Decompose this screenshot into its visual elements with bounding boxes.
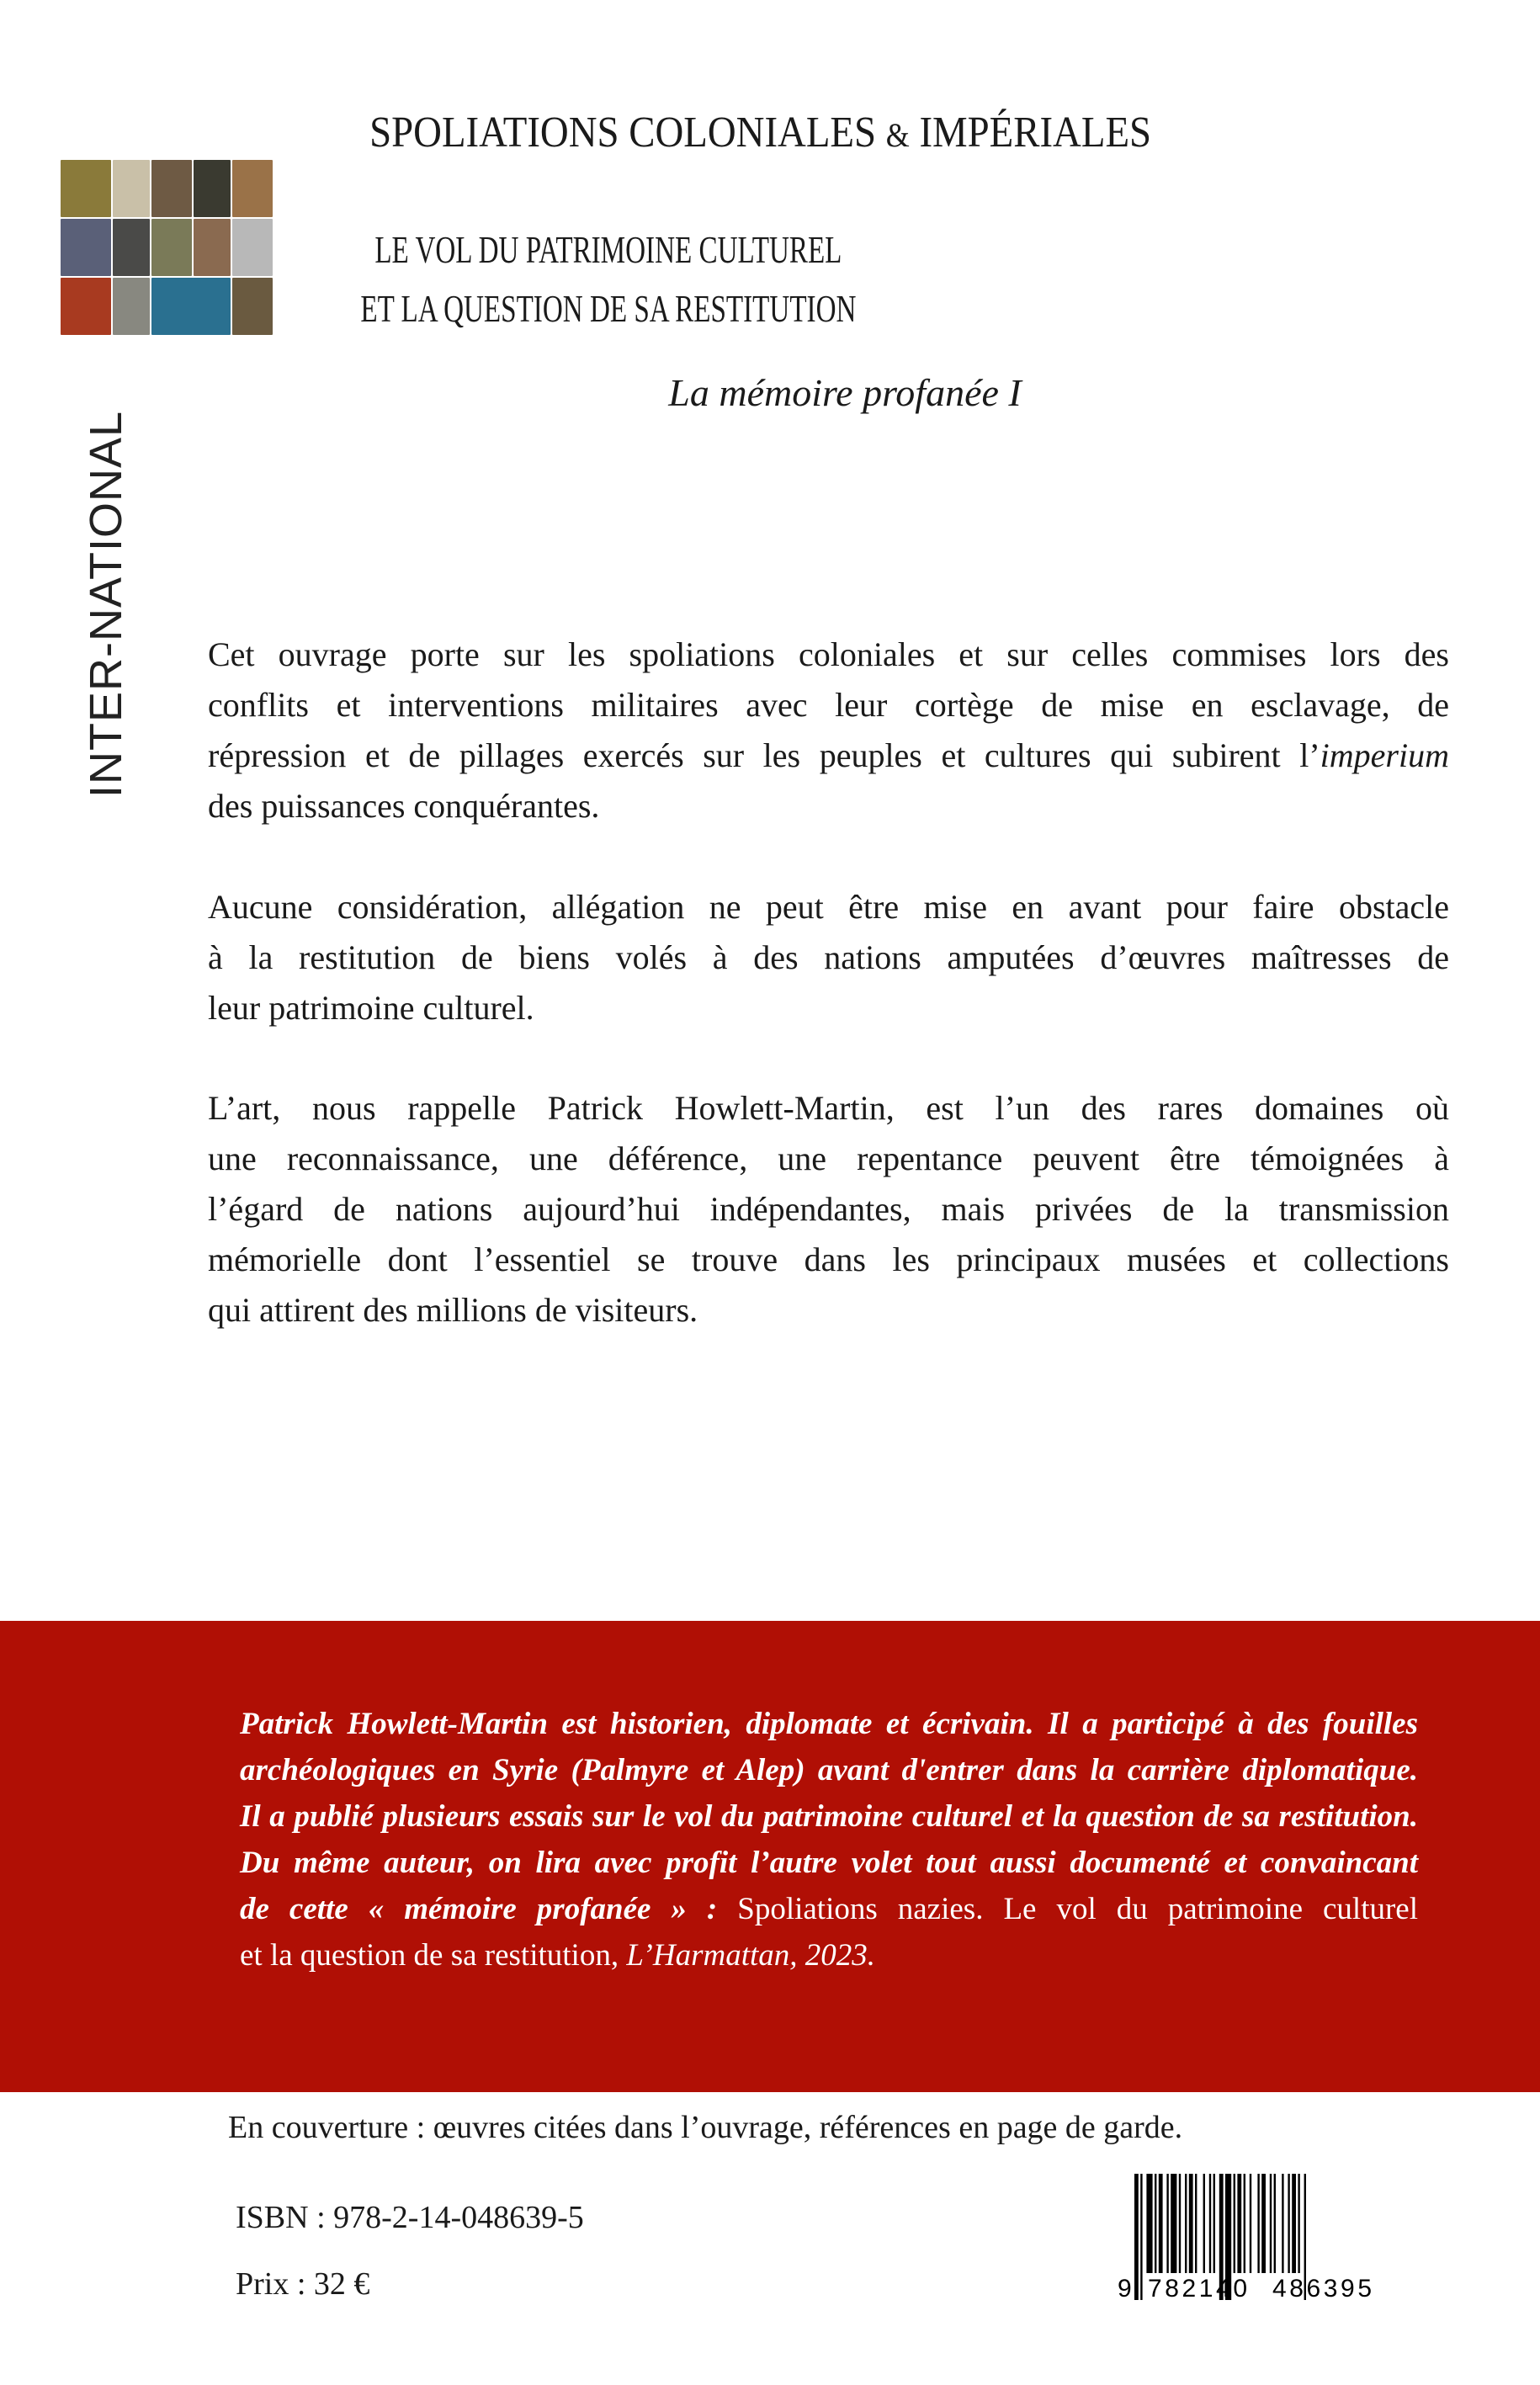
barcode-bar bbox=[1179, 2174, 1181, 2273]
title-text: IMPÉRIALES bbox=[909, 109, 1152, 157]
barcode-bar bbox=[1282, 2174, 1283, 2273]
text-line: qui attirent des millions de visiteurs. bbox=[208, 1291, 698, 1329]
blurb-paragraph-1 bbox=[208, 629, 1449, 831]
collection-label: INTER-NATIONAL bbox=[81, 410, 131, 799]
barcode-bar bbox=[1209, 2174, 1211, 2273]
barcode-bar bbox=[1261, 2174, 1266, 2273]
title-text: SPOLIATIONS COLONIALES bbox=[369, 109, 886, 157]
text-line: mémorielle dont l’essentiel se trouve dans les principaux musées et collections bbox=[208, 1240, 1449, 1278]
barcode-bar bbox=[1237, 2174, 1241, 2273]
barcode-bar bbox=[1185, 2174, 1187, 2273]
barcode-bar bbox=[1244, 2174, 1245, 2273]
barcode-bar bbox=[1146, 2174, 1152, 2273]
author-bio bbox=[240, 1701, 1418, 1979]
referenced-book-title: Spoliations nazies. Le vol du patrimoine culturel bbox=[737, 1892, 1419, 1926]
text-line: Cet ouvrage porte sur les spoliations coloniales et sur celles commises lors des bbox=[208, 635, 1449, 673]
text-line: l’égard de nations aujourd’hui indépendantes, mais privées de la transmission bbox=[208, 1190, 1449, 1228]
text-segment: répression et de pillages exercés sur les peuples et cultures qui subirent l’ bbox=[208, 736, 1320, 774]
text-line: une reconnaissance, une déférence, une repentance peuvent être témoignées à bbox=[208, 1139, 1449, 1177]
blurb-paragraph-2 bbox=[208, 882, 1449, 1033]
italic-term: imperium bbox=[1320, 736, 1449, 774]
barcode-bar bbox=[1250, 2174, 1251, 2273]
text-line: Il a publié plusieurs essais sur le vol du patrimoine culturel et la question de sa restitution. bbox=[240, 1799, 1418, 1834]
text-line: Du même auteur, on lira avec profit l’autre volet tout aussi documenté et convaincant bbox=[240, 1846, 1418, 1880]
barcode-bar bbox=[1213, 2174, 1215, 2273]
barcode-bar bbox=[1189, 2174, 1193, 2273]
barcode-bar bbox=[1166, 2174, 1168, 2273]
barcode-bar bbox=[1288, 2174, 1289, 2273]
barcode-bar bbox=[1159, 2174, 1163, 2273]
barcode-bar bbox=[1171, 2174, 1176, 2273]
artwork-thumbnail bbox=[151, 160, 192, 217]
referenced-book-title: et la question de sa restitution, bbox=[240, 1938, 627, 1973]
text-line bbox=[240, 1886, 1418, 1932]
book-title bbox=[0, 108, 1521, 157]
barcode-bar bbox=[1234, 2174, 1235, 2273]
price: Prix : 32 € bbox=[236, 2266, 370, 2302]
text-line: archéologiques en Syrie (Palmyre et Alep) avant d'entrer dans la carrière diplomatique. bbox=[240, 1753, 1418, 1787]
publisher-year: L’Harmattan, 2023. bbox=[626, 1938, 876, 1973]
barcode-bar bbox=[1140, 2174, 1142, 2300]
barcode-bar bbox=[1195, 2174, 1197, 2273]
text-line: à la restitution de biens volés à des nations amputées d’œuvres maîtresses de bbox=[208, 938, 1449, 976]
text-line: L’art, nous rappelle Patrick Howlett-Martin, est l’un des rares domaines où bbox=[208, 1089, 1449, 1127]
text-segment: de cette « mémoire profanée » : bbox=[240, 1892, 738, 1926]
series-title: La mémoire profanée I bbox=[668, 371, 1022, 414]
text-line: Patrick Howlett-Martin est historien, diplomate et écrivain. Il a participé à des fouilles bbox=[240, 1707, 1418, 1741]
text-line: leur patrimoine culturel. bbox=[208, 989, 534, 1027]
barcode-bar bbox=[1257, 2174, 1259, 2273]
artwork-thumbnail bbox=[194, 160, 231, 217]
subtitle-line-1: LE VOL DU PATRIMOINE CULTUREL bbox=[374, 228, 842, 271]
text-line bbox=[240, 1932, 1418, 1979]
barcode-digits-right: 486395 bbox=[1272, 2275, 1372, 2300]
artwork-thumbnail bbox=[61, 160, 111, 217]
artwork-thumbnail bbox=[232, 160, 273, 217]
isbn-barcode bbox=[1118, 2174, 1404, 2300]
barcode-bar bbox=[1203, 2174, 1205, 2273]
cover-credit: En couverture : œuvres citées dans l’ouvrage, références en page de garde. bbox=[228, 2110, 1183, 2145]
blurb-paragraph-3 bbox=[208, 1083, 1449, 1336]
barcode-bar bbox=[1274, 2174, 1276, 2273]
text-line bbox=[208, 730, 1449, 781]
barcode-bar bbox=[1155, 2174, 1156, 2273]
barcode-digits-left: 782140 bbox=[1148, 2275, 1247, 2300]
barcode-bar bbox=[1270, 2174, 1272, 2273]
title-ampersand: & bbox=[885, 116, 910, 154]
artwork-thumbnail bbox=[113, 160, 150, 217]
text-line: Aucune considération, allégation ne peut être mise en avant pour faire obstacle bbox=[208, 888, 1449, 926]
isbn: ISBN : 978-2-14-048639-5 bbox=[236, 2200, 584, 2235]
text-line: conflits et interventions militaires avec leur cortège de mise en esclavage, de bbox=[208, 686, 1449, 724]
barcode-bar bbox=[1292, 2174, 1296, 2273]
subtitle-line-2: ET LA QUESTION DE SA RESTITUTION bbox=[360, 287, 857, 330]
barcode-digit-prefix: 9 bbox=[1118, 2275, 1132, 2300]
barcode-bar bbox=[1134, 2174, 1139, 2300]
text-line: des puissances conquérantes. bbox=[208, 787, 600, 825]
barcode-bar bbox=[1298, 2174, 1299, 2273]
